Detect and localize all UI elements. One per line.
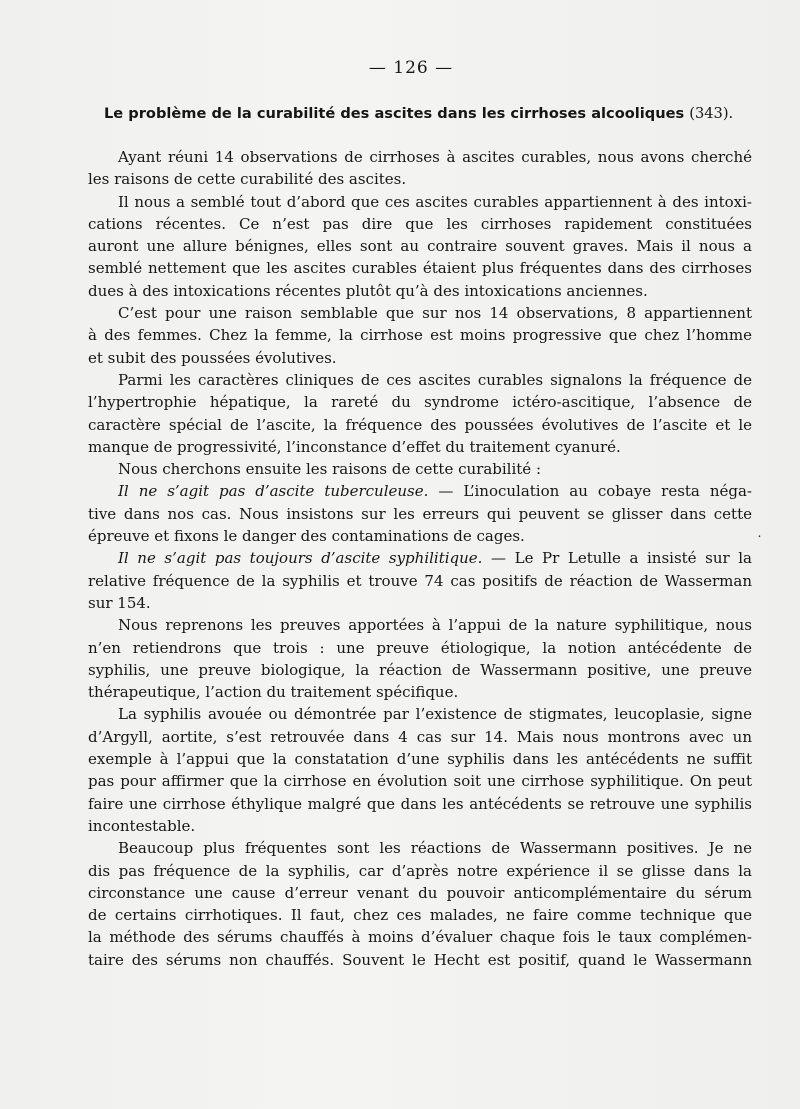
body-text (88, 146, 752, 971)
text-line: exemple à l’appui que la constatation d’une syphilis dans les antécédents ne suffit (88, 750, 752, 769)
stray-mark: ˙ (756, 534, 763, 550)
text-line: sur 154. (88, 593, 151, 612)
text-line: Parmi les caractères cliniques de ces ascites curables signalons la fréquence de (118, 370, 752, 389)
text-line: les raisons de cette curabilité des ascites. (88, 170, 407, 189)
text-line: relative fréquence de la syphilis et trouve 74 cas positifs de réaction de Wasserman (88, 571, 752, 590)
text-line: dues à des intoxications récentes plutôt qu’à des intoxications anciennes. (88, 281, 648, 300)
text-line: manque de progressivité, l’inconstance d’effet du traitement cyanuré. (88, 437, 621, 456)
text-line: d’Argyll, aortite, s’est retrouvée dans 4 cas sur 14. Mais nous montrons avec un (88, 727, 752, 746)
text-line: cations récentes. Ce n’est pas dire que les cirrhoses rapidement constituées (88, 214, 752, 233)
text-line: C’est pour une raison semblable que sur nos 14 observations, 8 appartiennent (118, 304, 752, 323)
text-line: à des femmes. Chez la femme, la cirrhose est moins progressive que chez l’homme (88, 326, 752, 345)
text-line: l’hypertrophie hépatique, la rareté du syndrome ictéro-ascitique, l’absence de (88, 393, 752, 412)
text-line: n’en retiendrons que trois : une preuve étiologique, la notion antécédente de (88, 638, 752, 657)
text-line: dis pas fréquence de la syphilis, car d’après notre expérience il se glisse dans la (88, 861, 752, 880)
text-line: semblé nettement que les ascites curables étaient plus fréquentes dans des cirrhoses (88, 259, 752, 278)
section-title-ref: (343). (689, 105, 734, 122)
text-line: épreuve et fixons le danger des contaminations de cages. (88, 527, 525, 546)
text-line: caractère spécial de l’ascite, la fréquence des poussées évolutives de l’ascite et le (88, 415, 752, 434)
page-number: — 126 — (368, 58, 454, 78)
text-line: pas pour affirmer que la cirrhose en évolution soit une cirrhose syphilitique. On peut (88, 772, 752, 791)
text-line (88, 480, 752, 502)
text-line: thérapeutique, l’action du traitement spécifique. (88, 683, 459, 702)
text-line: taire des sérums non chauffés. Souvent le Hecht est positif, quand le Wassermann (88, 950, 752, 969)
line-rest: — Le Pr Letulle a insisté sur la (482, 549, 752, 568)
text-line: et subit des poussées évolutives. (88, 348, 337, 367)
text-line: syphilis, une preuve biologique, la réaction de Wassermann positive, une preuve (88, 660, 752, 679)
text-line: La syphilis avouée ou démontrée par l’existence de stigmates, leucoplasie, signe (118, 705, 752, 724)
text-line: Beaucoup plus fréquentes sont les réactions de Wassermann positives. Je ne (118, 839, 752, 858)
text-line: Il nous a semblé tout d’abord que ces ascites curables appartiennent à des intoxi- (118, 192, 752, 211)
text-line: incontestable. (88, 816, 196, 835)
text-line: auront une allure bénignes, elles sont au contraire souvent graves. Mais il nous a (88, 237, 752, 256)
text-line: Nous cherchons ensuite les raisons de cette curabilité : (118, 460, 542, 479)
italic-heading: Il ne s’agit pas d’ascite tuberculeuse. (118, 482, 429, 501)
text-line: tive dans nos cas. Nous insistons sur les erreurs qui peuvent se glisser dans cette (88, 504, 752, 523)
text-line: Nous reprenons les preuves apportées à l’appui de la nature syphilitique, nous (118, 616, 752, 635)
text-line (88, 547, 752, 569)
italic-heading: Il ne s’agit pas toujours d’ascite syphilitique. (118, 549, 483, 568)
text-line: Ayant réuni 14 observations de cirrhoses à ascites curables, nous avons cherché (118, 148, 752, 166)
section-title (104, 105, 744, 122)
section-title-text: Le problème de la curabilité des ascites dans les cirrhoses alcooliques (104, 105, 685, 122)
text-line: la méthode des sérums chauffés à moins d’évaluer chaque fois le taux complémen- (88, 928, 752, 947)
text-line: faire une cirrhose éthylique malgré que dans les antécédents se retrouve une syphilis (88, 794, 752, 813)
text-line: circonstance une cause d’erreur venant du pouvoir anticomplémentaire du sérum (88, 883, 752, 902)
text-line: de certains cirrhotiques. Il faut, chez ces malades, ne faire comme technique que (88, 906, 752, 925)
line-rest: — L’inoculation au cobaye resta néga- (428, 482, 752, 501)
